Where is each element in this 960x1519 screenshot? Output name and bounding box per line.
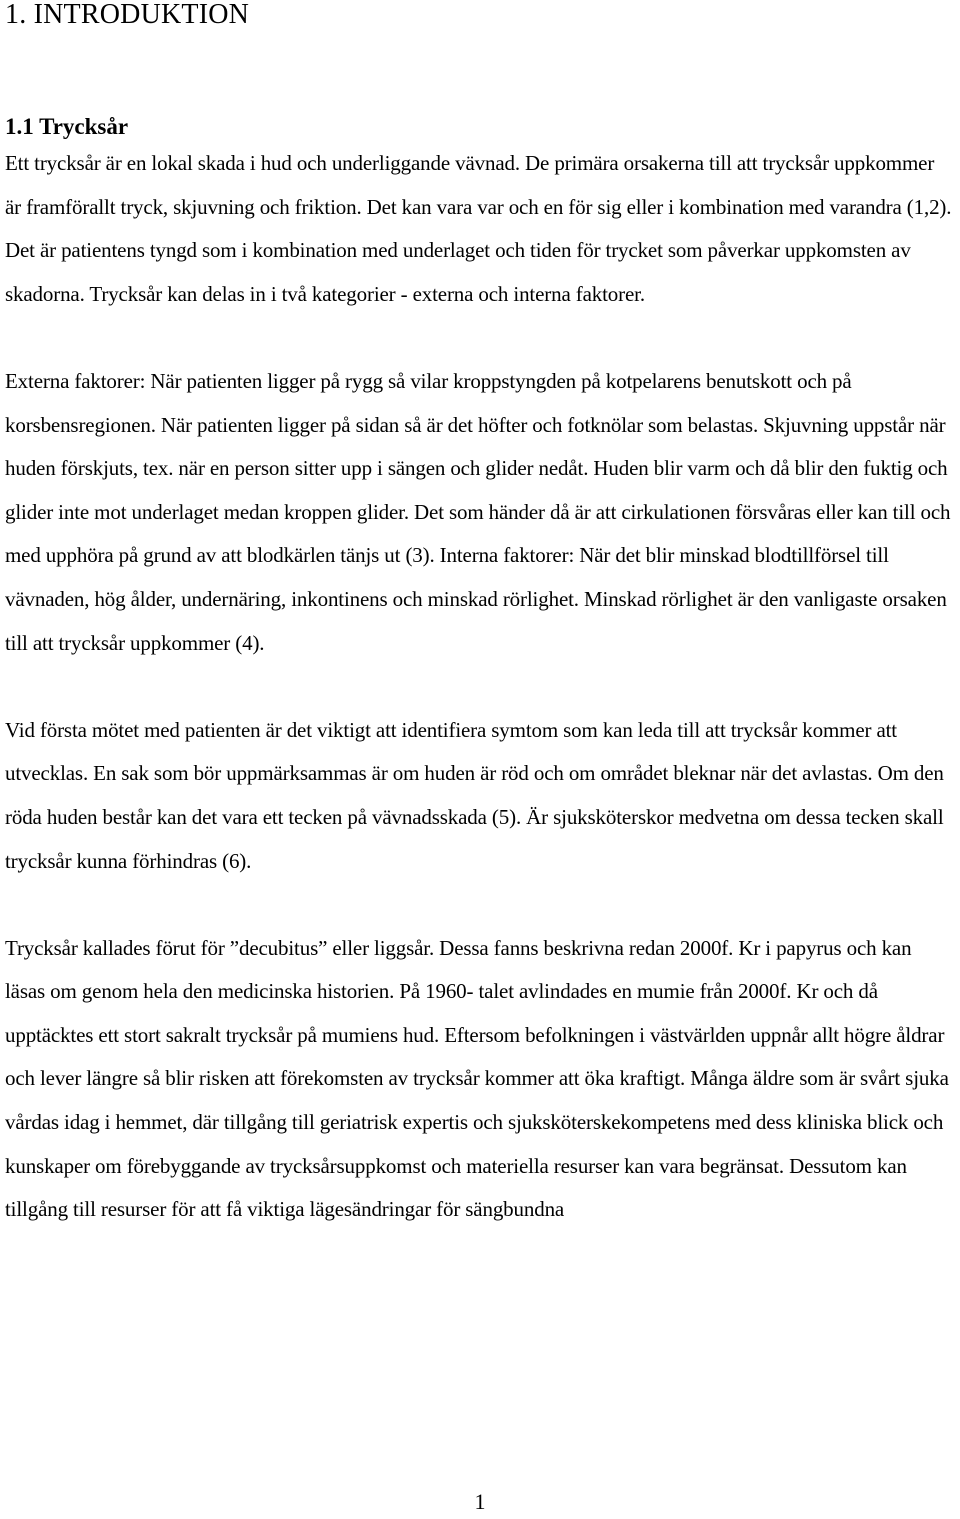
paragraph-first-meeting: Vid första mötet med patienten är det viktigt att identifiera symtom som kan leda till att trycksår kommer att utvecklas. En sak som bör uppmärksammas är om huden är röd och om området bleknar när det avlastas. Om den röda huden består kan det vara ett tecken på vävnadsskada (5). Är sjuksköterskor medvetna om dessa tecken skall trycksår kunna förhindras (6). — [5, 717, 944, 873]
paragraph-factors: Externa faktorer: När patienten ligger på rygg så vilar kroppstyngden på kotpelarens benutskott och på korsbensregionen. När patienten ligger på sidan så är det höfter och fotknölar som belastas. Skjuvning uppstår när huden förskjuts, tex. när en person sitter upp i sängen och glider nedåt. Huden blir varm och då blir den fuktig och glider inte mot underlaget medan kroppen glider. Det som händer då är att cirkulationen försvåras eller kan till och med upphöra på grund av att blodkärlen tänjs ut (3). Interna faktorer: När det blir minskad blodtillförsel till vävnaden, hög ålder, undernäring, inkontinens och minskad rörlighet. Minskad rörlighet är den vanligaste orsaken till att trycksår uppkommer (4). — [5, 368, 951, 655]
document-page — [5, 0, 955, 1232]
page-number: 1 — [474, 1489, 486, 1514]
chapter-heading: 1. INTRODUKTION — [5, 0, 250, 30]
section-heading: 1.1 Trycksår — [5, 114, 129, 139]
paragraph-history: Trycksår kallades förut för ”decubitus” eller liggsår. Dessa fanns beskrivna redan 2000f. Kr i papyrus och kan läsas om genom hela den medicinska historien. På 1960- talet avlindades en mumie från 2000f. Kr och då upptäcktes ett stort sakralt trycksår på mumiens hud. Eftersom befolkningen i västvärlden uppnår allt högre åldrar och lever längre så blir risken att förekomsten av trycksår kommer att öka kraftigt. Många äldre som är svårt sjuka vårdas idag i hemmet, där tillgång till geriatrisk expertis och sjuksköterskekompetens med dess kliniska blick och kunskaper om förebyggande av trycksårsuppkomst och materiella resurser kan vara begränsat. Dessutom kan tillgång till resurser för att få viktiga lägesändringar för sängbundna — [5, 935, 949, 1222]
paragraph-definition: Ett trycksår är en lokal skada i hud och underliggande vävnad. De primära orsakerna till att trycksår uppkommer är framförallt tryck, skjuvning och friktion. Det kan vara var och en för sig eller i kombination med varandra (1,2). Det är patientens tyngd som i kombination med underlaget och tiden för trycket som påverkar uppkomsten av skadorna. Trycksår kan delas in i två kategorier - externa och interna faktorer. — [5, 151, 952, 306]
